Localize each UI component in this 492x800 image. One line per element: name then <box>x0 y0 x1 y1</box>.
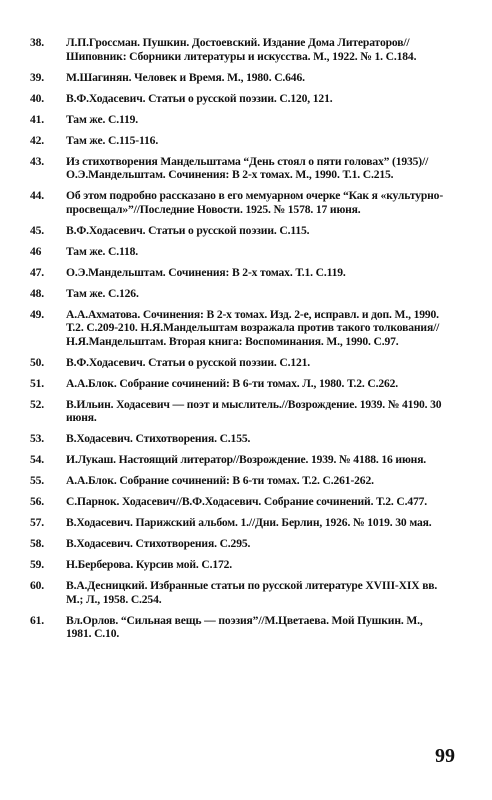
endnote-number: 54. <box>30 453 45 467</box>
endnotes-list <box>30 36 450 648</box>
endnote-number: 39. <box>30 70 45 84</box>
endnote <box>30 453 450 467</box>
endnote <box>30 537 450 551</box>
endnote-number: 50. <box>30 355 45 369</box>
endnote-number: 46 <box>30 244 42 258</box>
endnote-text: О.Э.Мандельштам. Сочинения: В 2-х томах. Т.1. С.119. <box>66 265 346 279</box>
endnote <box>30 36 450 63</box>
endnote-number: 56. <box>30 495 45 509</box>
endnote <box>30 377 450 391</box>
endnote-number: 51. <box>30 376 45 390</box>
endnote-number: 48. <box>30 286 45 300</box>
endnote <box>30 579 450 606</box>
endnote-number: 44. <box>30 189 45 203</box>
page-number: 99 <box>435 745 455 767</box>
endnote-text: В.А.Десницкий. Избранные статьи по русской литературе XVIII-XIX вв. М.; Л., 1958. С.254. <box>66 579 438 606</box>
endnote-text: Там же. С.126. <box>66 286 139 300</box>
endnote-text: Л.П.Гроссман. Пушкин. Достоевский. Издание Дома Литераторов// Шиповник: Сборники литературы и искусства. М., 1922. № 1. С.184. <box>66 36 417 63</box>
endnote-text: В.Ходасевич. Парижский альбом. 1.//Дни. Берлин, 1926. № 1019. 30 мая. <box>66 516 432 530</box>
endnote <box>30 266 450 280</box>
endnote-text: И.Лукаш. Настоящий литератор//Возрождение. 1939. № 4188. 16 июня. <box>66 453 427 467</box>
endnote-number: 59. <box>30 558 45 572</box>
endnote <box>30 92 450 106</box>
endnote <box>30 134 450 148</box>
endnote-number: 61. <box>30 613 45 627</box>
endnote-text: Н.Берберова. Курсив мой. С.172. <box>66 558 233 572</box>
endnote <box>30 516 450 530</box>
endnote-text: А.А.Блок. Собрание сочинений: В 6-ти томах. Л., 1980. Т.2. С.262. <box>66 376 399 390</box>
endnote-text: В.Ходасевич. Стихотворения. С.295. <box>66 537 251 551</box>
endnote-text: В.Ф.Ходасевич. Статьи о русской поэзии. С.121. <box>66 355 311 369</box>
endnote-number: 53. <box>30 432 45 446</box>
endnote-text: Там же. С.118. <box>66 244 139 258</box>
endnote <box>30 398 450 425</box>
endnote <box>30 432 450 446</box>
endnote-number: 60. <box>30 579 45 593</box>
endnote-number: 58. <box>30 537 45 551</box>
endnote <box>30 558 450 572</box>
endnote-text: А.А.Ахматова. Сочинения: В 2-х томах. Изд. 2-е, исправл. и доп. М., 1990. Т.2. С.209-210. Н.Я.Мандельштам возражала против такого толкования//Н.Я.Мандельштам. Вторая книга: Воспоминания. М., 1990. С.97. <box>66 307 440 348</box>
endnote <box>30 614 450 641</box>
endnote <box>30 113 450 127</box>
endnote-number: 52. <box>30 397 45 411</box>
endnote-text: Там же. С.115-116. <box>66 133 159 147</box>
endnote-number: 45. <box>30 223 45 237</box>
endnote <box>30 495 450 509</box>
endnote-text: С.Парнок. Ходасевич//В.Ф.Ходасевич. Собрание сочинений. Т.2. С.477. <box>66 495 428 509</box>
endnote <box>30 245 450 259</box>
endnote-number: 49. <box>30 307 45 321</box>
endnote-number: 40. <box>30 91 45 105</box>
endnote-number: 42. <box>30 133 45 147</box>
endnote-text: Из стихотворения Мандельштама “День стоял о пяти головах” (1935)//О.Э.Мандельштам. Сочинения: В 2-х томах. М., 1990. Т.1. С.215. <box>66 154 429 182</box>
endnote <box>30 155 450 182</box>
endnote-number: 41. <box>30 112 45 126</box>
endnote-number: 55. <box>30 474 45 488</box>
endnote-number: 57. <box>30 516 45 530</box>
endnote-text: В.Ходасевич. Стихотворения. С.155. <box>66 432 251 446</box>
endnote-text: Вл.Орлов. “Сильная вещь — поэзия”//М.Цветаева. Мой Пушкин. М., 1981. С.10. <box>66 613 423 641</box>
endnote-text: Об этом подробно рассказано в его мемуарном очерке “Как я «культурно-просвещал»”//Последние Новости. 1925. № 1578. 17 июня. <box>66 189 444 216</box>
endnote <box>30 356 450 370</box>
endnote <box>30 224 450 238</box>
endnote-text: А.А.Блок. Собрание сочинений: В 6-ти томах. Т.2. С.261-262. <box>66 474 374 488</box>
endnote-text: В.Ф.Ходасевич. Статьи о русской поэзии. С.115. <box>66 223 310 237</box>
endnote <box>30 287 450 301</box>
endnote <box>30 308 450 349</box>
endnote <box>30 474 450 488</box>
endnote-text: В.Ф.Ходасевич. Статьи о русской поэзии. С.120, 121. <box>66 91 333 105</box>
endnote-text: В.Ильин. Ходасевич — поэт и мыслитель.//Возрождение. 1939. № 4190. 30 июня. <box>66 397 442 425</box>
endnote-number: 47. <box>30 265 45 279</box>
endnote-text: М.Шагинян. Человек и Время. М., 1980. С.646. <box>66 70 305 84</box>
endnote-number: 38. <box>30 36 45 49</box>
endnote-number: 43. <box>30 154 45 168</box>
endnote <box>30 71 450 85</box>
endnote-text: Там же. С.119. <box>66 112 139 126</box>
endnote <box>30 189 450 216</box>
